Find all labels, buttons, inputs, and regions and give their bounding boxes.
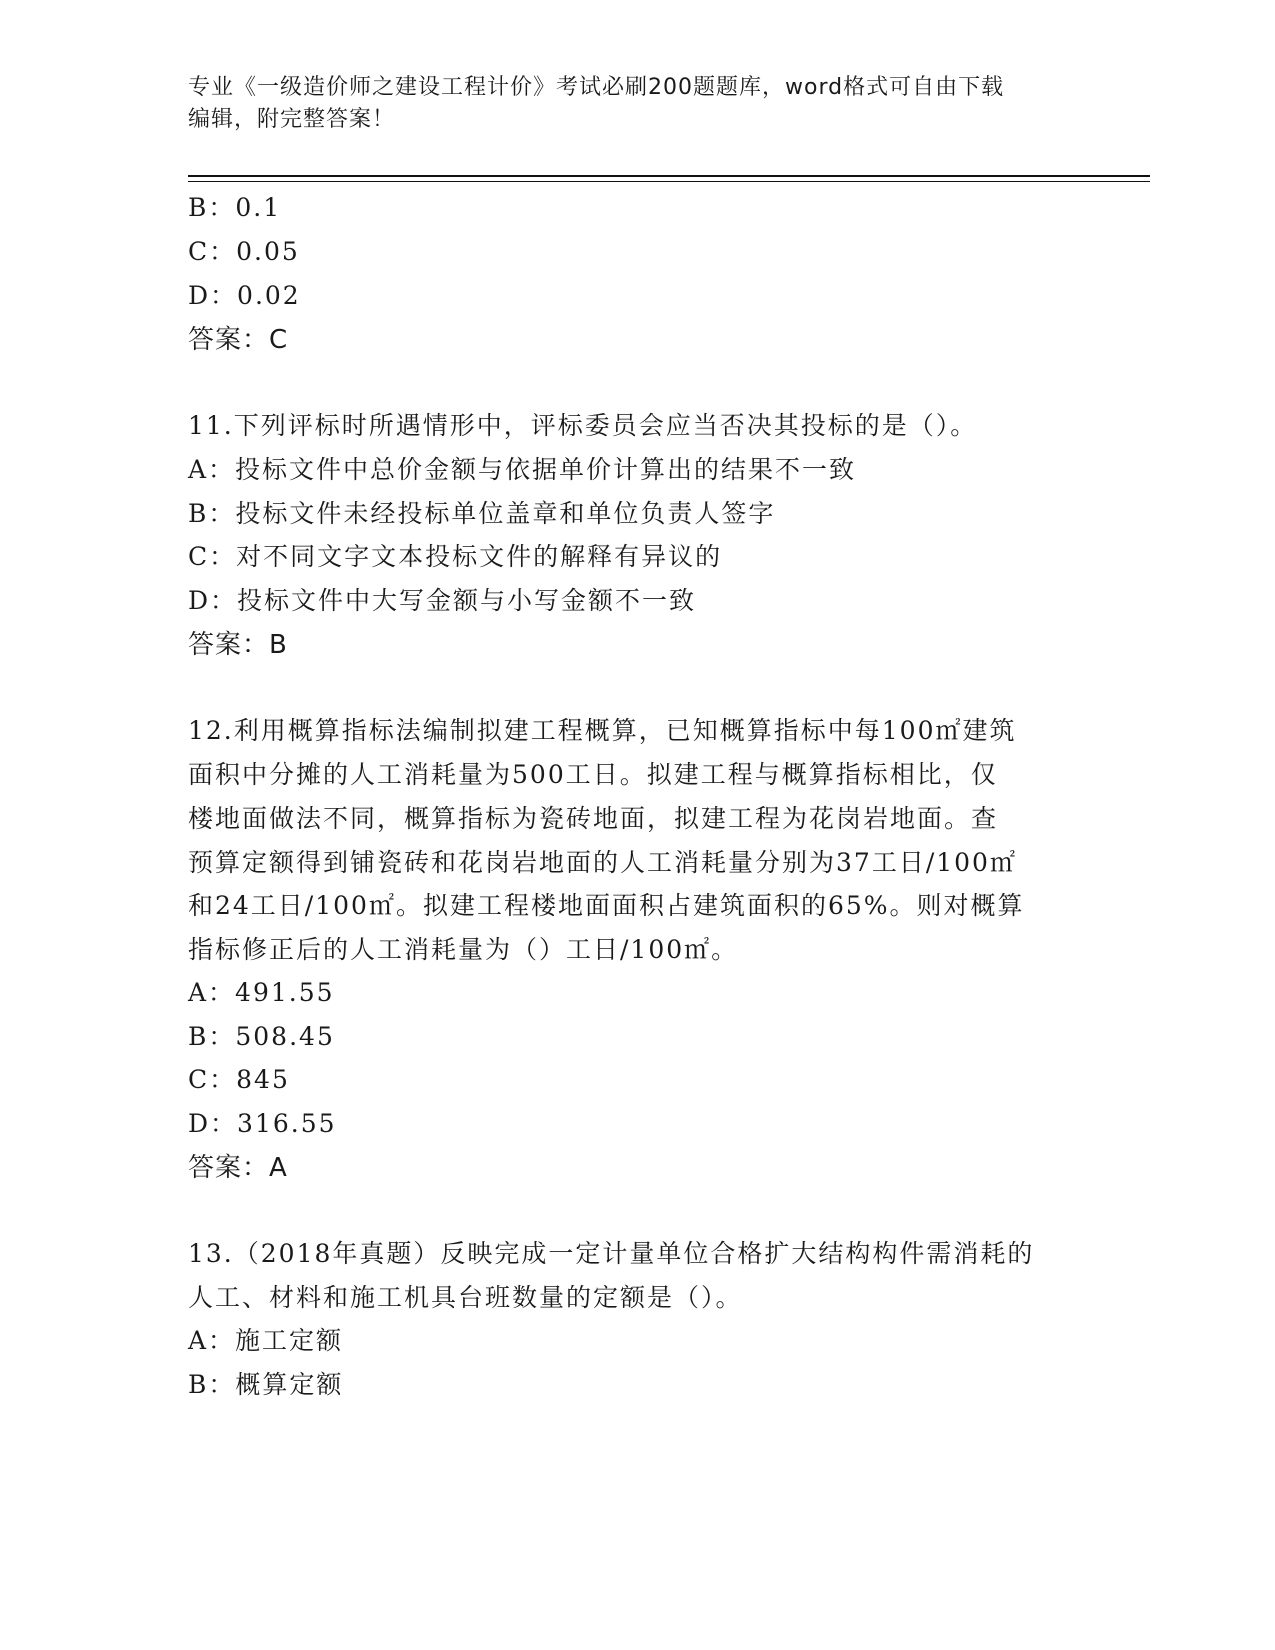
q13-option-b: B：概算定额 (188, 1370, 344, 1399)
q12-stem-line-6: 指标修正后的人工消耗量为（）工日/100㎡。 (188, 935, 739, 964)
q11-option-b: B：投标文件未经投标单位盖章和单位负责人签字 (188, 499, 776, 528)
q12-stem-line-3: 楼地面做法不同，概算指标为瓷砖地面，拟建工程为花岗岩地面。查 (188, 804, 999, 833)
q11-option-d: D：投标文件中大写金额与小写金额不一致 (188, 586, 697, 615)
q12-stem-line-1: 12.利用概算指标法编制拟建工程概算，已知概算指标中每100㎡建筑 (188, 716, 1017, 745)
q12-option-d: D：316.55 (188, 1109, 337, 1138)
q11-option-c: C：对不同文字文本投标文件的解释有异议的 (188, 542, 723, 571)
q11-stem: 11.下列评标时所遇情形中，评标委员会应当否决其投标的是（）。 (188, 411, 978, 440)
q11-answer: 答案：B (188, 630, 288, 660)
header-line-1: 专业《一级造价师之建设工程计价》考试必刷200题题库，word格式可自由下载 (188, 75, 1005, 100)
q12-stem-line-4: 预算定额得到铺瓷砖和花岗岩地面的人工消耗量分别为37工日/100㎡ (188, 848, 1017, 877)
q13-stem-line-2: 人工、材料和施工机具台班数量的定额是（）。 (188, 1283, 743, 1312)
header-divider-thin (188, 181, 1150, 182)
q11-option-a: A：投标文件中总价金额与依据单价计算出的结果不一致 (188, 455, 857, 484)
q12-stem-line-5: 和24工日/100㎡。拟建工程楼地面面积占建筑面积的65%。则对概算 (188, 891, 1025, 920)
q12-option-a: A：491.55 (188, 978, 335, 1007)
q12-option-c: C：845 (188, 1065, 290, 1094)
document-header (188, 72, 1088, 136)
header-divider-thick (188, 175, 1150, 177)
q12-option-b: B：508.45 (188, 1022, 335, 1051)
q10-option-d: D：0.02 (188, 281, 301, 310)
q10-option-c: C：0.05 (188, 237, 300, 266)
q10-answer: 答案：C (188, 325, 289, 355)
q13-option-a: A：施工定额 (188, 1326, 344, 1355)
q13-stem-line-1: 13.（2018年真题）反映完成一定计量单位合格扩大结构构件需消耗的 (188, 1239, 1035, 1268)
q10-option-b: B：0.1 (188, 193, 282, 222)
q12-answer: 答案：A (188, 1153, 288, 1183)
header-line-2: 编辑，附完整答案！ (188, 107, 396, 132)
q12-stem-line-2: 面积中分摊的人工消耗量为500工日。拟建工程与概算指标相比，仅 (188, 760, 998, 789)
